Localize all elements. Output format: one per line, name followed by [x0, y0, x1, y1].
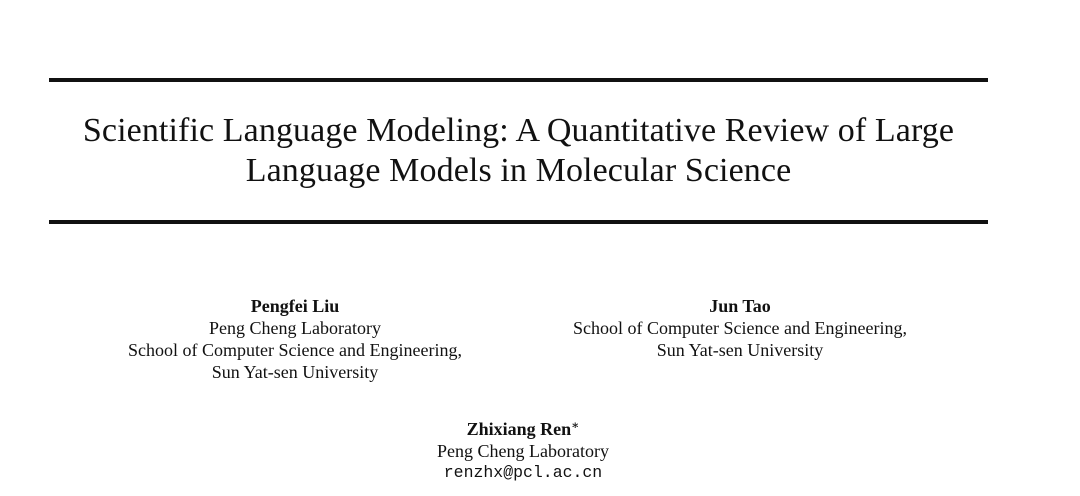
author-affiliation: School of Computer Science and Engineering, — [128, 340, 462, 360]
author-name: Jun Tao — [709, 296, 771, 316]
author-name: Zhixiang Ren — [466, 419, 572, 439]
title-top-rule — [49, 78, 988, 82]
author-name-line — [318, 418, 728, 440]
author-affiliation: School of Computer Science and Engineering, — [573, 318, 907, 338]
corresponding-author-marker: ∗ — [571, 418, 580, 432]
title-line-2: Language Models in Molecular Science — [245, 152, 792, 189]
title-line-1: Scientific Language Modeling: A Quantitative Review of Large — [82, 112, 955, 149]
author-affiliation: Sun Yat-sen University — [211, 362, 379, 382]
author-name: Pengfei Liu — [250, 296, 340, 316]
author-block-pengfei-liu — [90, 295, 500, 383]
author-affiliation: Peng Cheng Laboratory — [209, 318, 381, 338]
author-block-zhixiang-ren — [318, 418, 728, 484]
author-block-jun-tao — [535, 295, 945, 361]
paper-title — [49, 111, 988, 191]
author-affiliation: Peng Cheng Laboratory — [437, 441, 609, 461]
author-affiliation: Sun Yat-sen University — [656, 340, 824, 360]
title-bottom-rule — [49, 220, 988, 224]
author-email[interactable]: renzhx@pcl.ac.cn — [443, 463, 603, 482]
